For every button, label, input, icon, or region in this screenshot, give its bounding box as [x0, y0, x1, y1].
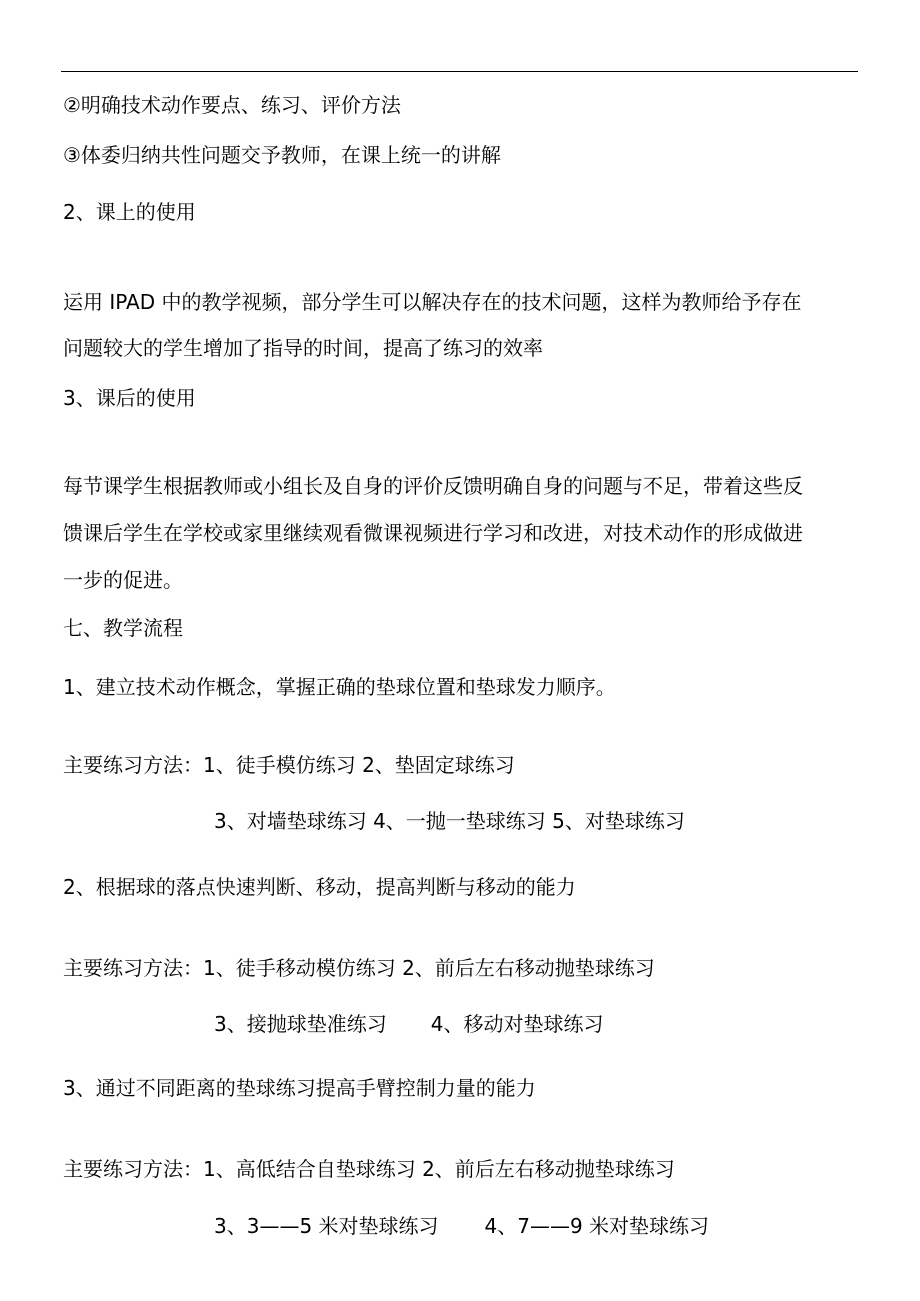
- paragraph-after-class-use: [63, 463, 863, 604]
- paragraph-line: 问题较大的学生增加了指导的时间，提高了练习的效率: [63, 336, 543, 360]
- line-technique-points: ②明确技术动作要点、练习、评价方法: [63, 93, 401, 117]
- step-2-methods: 主要练习方法：1、徒手移动模仿练习 2、前后左右移动抛垫球练习: [63, 956, 655, 980]
- step-1-heading: 1、建立技术动作概念，掌握正确的垫球位置和垫球发力顺序。: [63, 675, 616, 699]
- section-heading-teaching-process: 七、教学流程: [63, 616, 183, 640]
- paragraph-line: 馈课后学生在学校或家里继续观看微课视频进行学习和改进，对技术动作的形成做进: [63, 521, 803, 545]
- step-1-methods: 主要练习方法：1、徒手模仿练习 2、垫固定球练习: [63, 753, 515, 777]
- method-item: 4、移动对垫球练习: [430, 1012, 604, 1036]
- line-summarize-issues: ③体委归纳共性问题交予教师，在课上统一的讲解: [63, 143, 501, 167]
- heading-in-class-use: 2、课上的使用: [63, 200, 196, 224]
- paragraph-line: 运用 IPAD 中的教学视频，部分学生可以解决存在的技术问题，这样为教师给予存在: [63, 290, 802, 314]
- header-rule: [61, 71, 858, 72]
- method-item: 3、接抛球垫准练习: [214, 1012, 387, 1036]
- step-2-heading: 2、根据球的落点快速判断、移动，提高判断与移动的能力: [63, 875, 576, 899]
- step-3-heading: 3、通过不同距离的垫球练习提高手臂控制力量的能力: [63, 1076, 536, 1100]
- step-3-methods: 主要练习方法：1、高低结合自垫球练习 2、前后左右移动抛垫球练习: [63, 1157, 675, 1181]
- step-2-methods-continued: [214, 1011, 603, 1037]
- method-item: 4、7——9 米对垫球练习: [484, 1214, 710, 1238]
- paragraph-line: 每节课学生根据教师或小组长及自身的评价反馈明确自身的问题与不足，带着这些反: [63, 474, 803, 498]
- paragraph-line: 一步的促进。: [63, 568, 183, 592]
- paragraph-in-class-use: [63, 279, 863, 371]
- heading-after-class-use: 3、课后的使用: [63, 386, 196, 410]
- step-1-methods-continued: 3、对墙垫球练习 4、一抛一垫球练习 5、对垫球练习: [214, 809, 685, 833]
- step-3-methods-continued: [214, 1213, 709, 1239]
- method-item: 3、3——5 米对垫球练习: [214, 1214, 439, 1238]
